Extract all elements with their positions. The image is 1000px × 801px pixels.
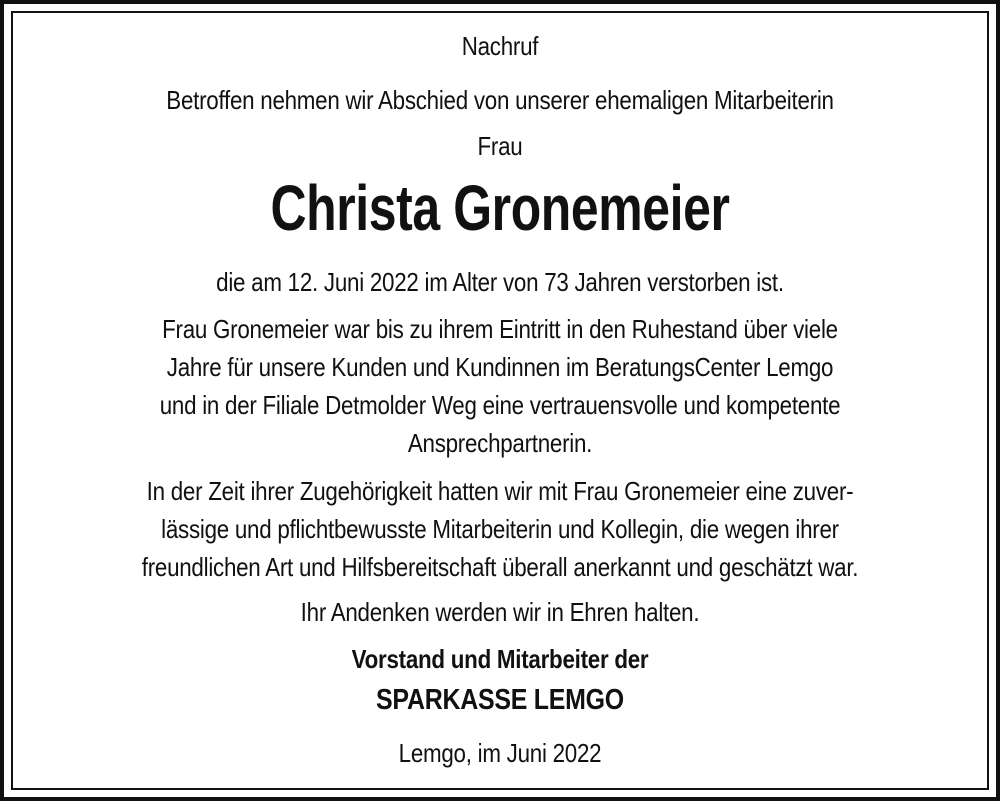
- paragraph1-line: und in der Filiale Detmolder Weg eine vertrauensvolle und kompetente: [159, 390, 841, 420]
- deceased-name: Christa Gronemeier: [270, 172, 730, 244]
- intro-text: Betroffen nehmen wir Abschied von unserer ehemaligen Mitarbeiterin: [166, 85, 834, 115]
- paragraph1-line: Frau Gronemeier war bis zu ihrem Eintritt in den Ruhestand über viele: [162, 314, 838, 344]
- organization-name: SPARKASSE LEMGO: [376, 684, 624, 716]
- death-date-line: die am 12. Juni 2022 im Alter von 73 Jahren verstorben ist.: [216, 267, 784, 297]
- notice-heading: Nachruf: [461, 31, 539, 61]
- paragraph2-line: lässige und pflichtbewusste Mitarbeiterin und Kollegin, die wegen ihrer: [161, 514, 839, 544]
- paragraph1-line: Jahre für unsere Kunden und Kundinnen im BeratungsCenter Lemgo: [166, 352, 834, 382]
- salutation: Frau: [477, 131, 523, 161]
- place-date: Lemgo, im Juni 2022: [398, 738, 602, 768]
- paragraph2-line: freundlichen Art und Hilfsbereitschaft überall anerkannt und geschätzt war.: [141, 552, 859, 582]
- obituary-notice: [20, 0, 980, 801]
- closing-line: Ihr Andenken werden wir in Ehren halten.: [300, 597, 700, 627]
- paragraph1-line: Ansprechpartnerin.: [407, 428, 593, 458]
- paragraph2-line: In der Zeit ihrer Zugehörigkeit hatten wir mit Frau Gronemeier eine zuver-: [146, 476, 854, 506]
- signature-line: Vorstand und Mitarbeiter der: [351, 644, 649, 674]
